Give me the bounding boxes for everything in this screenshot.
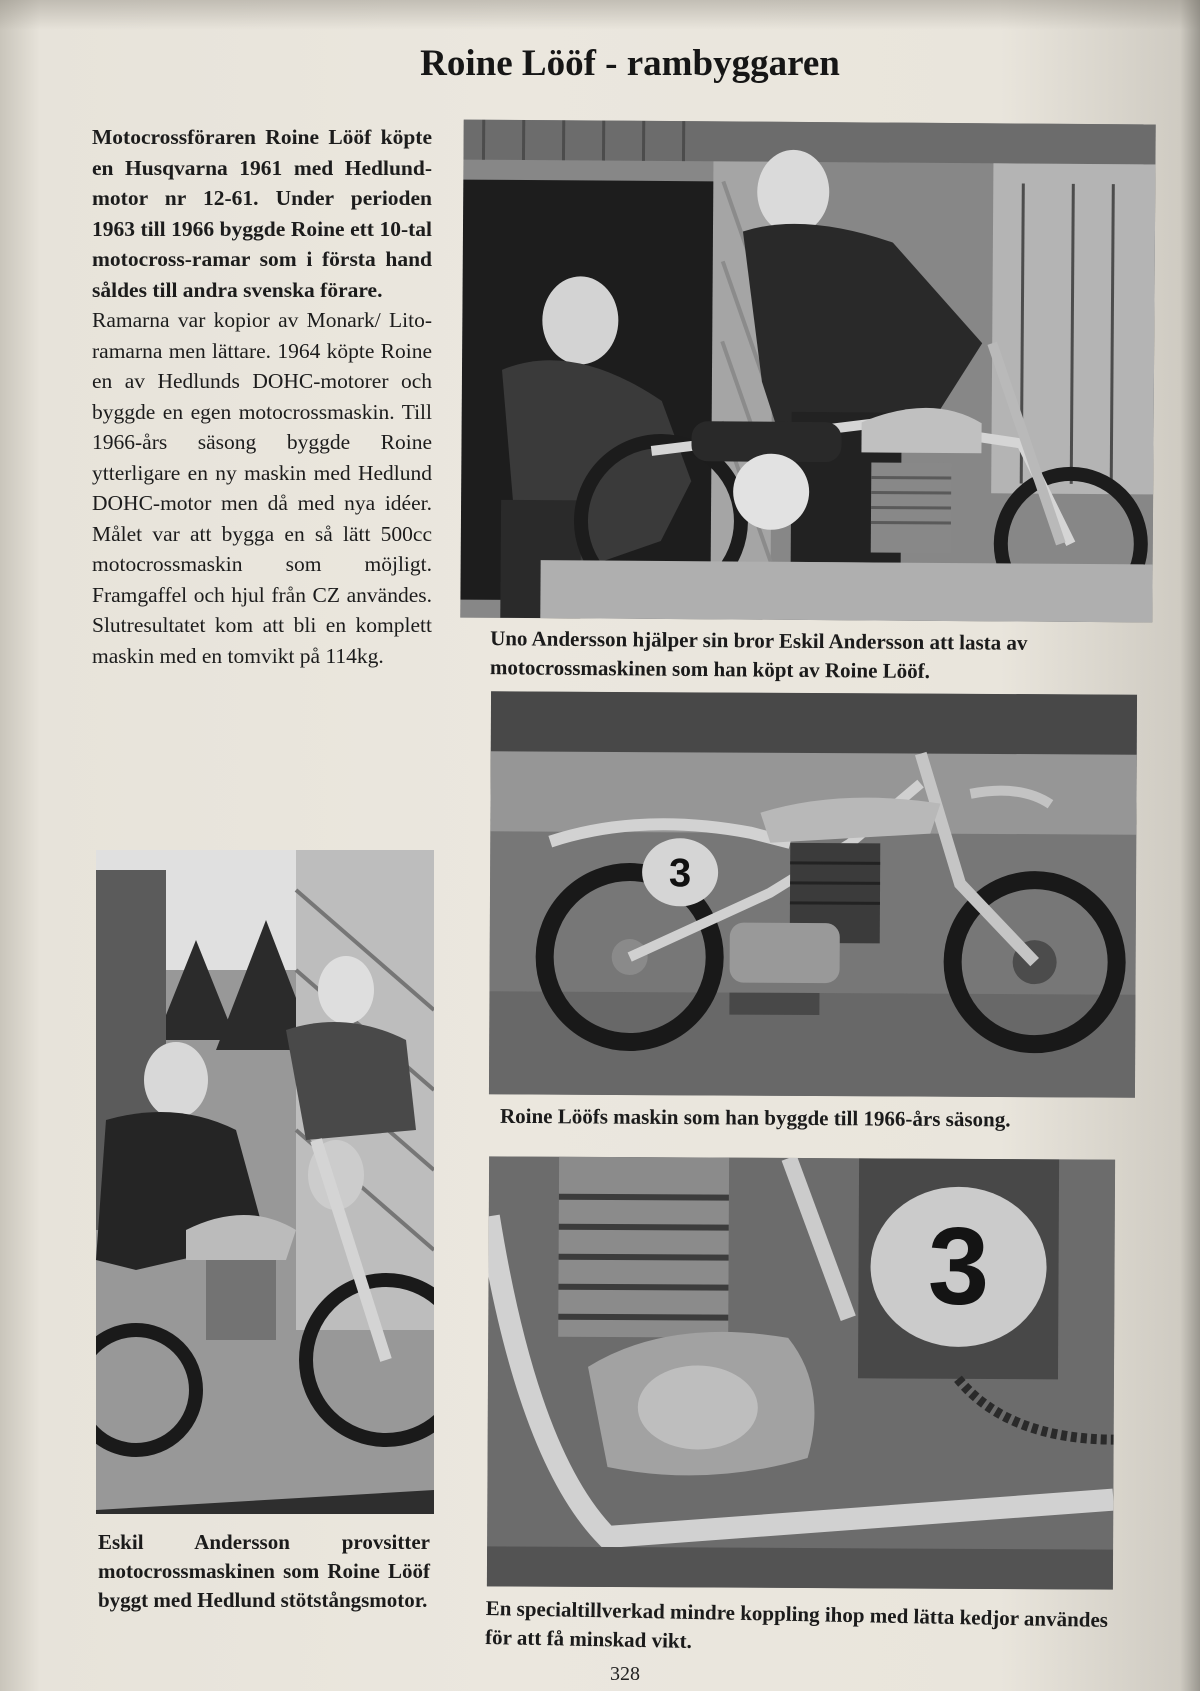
photo-bike-1966	[489, 691, 1137, 1097]
caption-brothers: Uno Andersson hjälper sin bror Eskil Andersson att lasta av motocrossmaskinen som han köpt av Roine Lööf.	[489, 626, 1028, 684]
number-plate-closeup-text: 3	[927, 1204, 990, 1328]
page-number: 328	[610, 1663, 640, 1685]
page-title: Roine Lööf - rambyggaren	[420, 43, 840, 84]
number-plate-text: 3	[668, 851, 692, 896]
page-shadow	[0, 0, 1200, 30]
photo-trial-sit	[96, 850, 434, 1514]
caption-trial-sit: Eskil Andersson provsitter motocrossmaskinen som Roine Lööf byggt med Hedlund stötstångsmotor.	[98, 1530, 430, 1612]
caption-clutch: En specialtillverkad mindre koppling ihop med lätta kedjor användes för att få minskad vikt.	[484, 1595, 1109, 1653]
photo-clutch-closeup	[487, 1156, 1115, 1589]
intro-lead: Motocrossföraren Roine Lööf köpte en Husqvarna 1961 med Hedlund-motor nr 12-61. Under perioden 1963 till 1966 byggde Roine ett 10-tal motocross-ramar som i första hand såldes till andra svenska förare.	[92, 125, 432, 302]
intro-body: Ramarna var kopior av Monark/ Lito-ramarna men lättare. 1964 köpte Roine en av Hedlunds DOHC-motorer och byggde en egen motocrossmaskin. Till 1966-års säsong byggde Roine ytterligare en ny maskin med Hedlund DOHC-motor men då med nya idéer. Målet var att bygga en så lätt 500cc motocrossmaskin som möjligt. Framgaffel och hjul från CZ användes. Slutresultatet kom att bli en komplett maskin med en tomvikt på 114kg.	[92, 308, 432, 668]
photo-brothers-unloading	[460, 120, 1155, 623]
intro-text	[92, 122, 432, 671]
caption-bike-1966: Roine Lööfs maskin som han byggde till 1966-års säsong.	[499, 1103, 1011, 1132]
